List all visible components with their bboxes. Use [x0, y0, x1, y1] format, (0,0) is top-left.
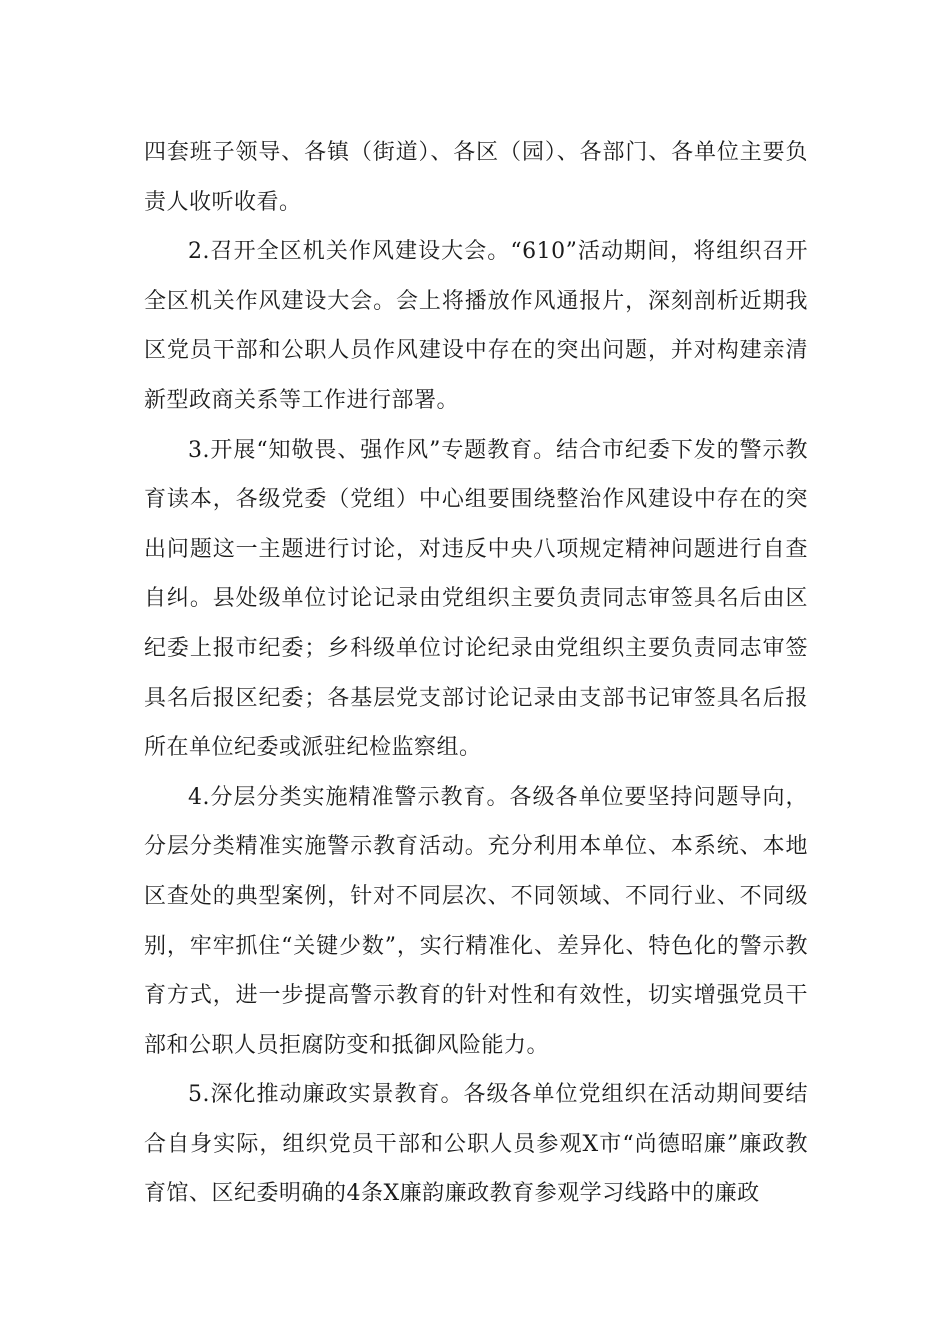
paragraph-item-2: 2.召开全区机关作风建设大会。“610”活动期间，将组织召开全区机关作风建设大会。会上将播放作风通报片，深刻剖析近期我区党员干部和公职人员作风建设中存在的突出问题，并对构建亲清新型政商关系等工作进行部署。	[144, 239, 808, 413]
paragraph-item-4: 4.分层分类实施精准警示教育。各级各单位要坚持问题导向，分层分类精准实施警示教育活动。充分利用本单位、本系统、本地区查处的典型案例，针对不同层次、不同领域、不同行业、不同级别，牢牢抓住“关键少数”，实行精准化、差异化、特色化的警示教育方式，进一步提高警示教育的针对性和有效性，切实增强党员干部和公职人员拒腐防变和抵御风险能力。	[144, 784, 808, 1058]
document-body	[144, 128, 808, 1219]
paragraph-item-5: 5.深化推动廉政实景教育。各级各单位党组织在活动期间要结合自身实际，组织党员干部和公职人员参观X市“尚德昭廉”廉政教育馆、区纪委明确的4条X廉韵廉政教育参观学习线路中的廉政	[144, 1082, 808, 1207]
paragraph-continuation: 四套班子领导、各镇（街道）、各区（园）、各部门、各单位主要负责人收听收看。	[144, 140, 808, 215]
paragraph-item-3: 3.开展“知敬畏、强作风”专题教育。结合市纪委下发的警示教育读本，各级党委（党组）中心组要围绕整治作风建设中存在的突出问题这一主题进行讨论，对违反中央八项规定精神问题进行自查自纠。县处级单位讨论记录由党组织主要负责同志审签具名后由区纪委上报市纪委；乡科级单位讨论纪录由党组织主要负责同志审签具名后报区纪委；各基层党支部讨论记录由支部书记审签具名后报所在单位纪委或派驻纪检监察组。	[144, 437, 808, 761]
